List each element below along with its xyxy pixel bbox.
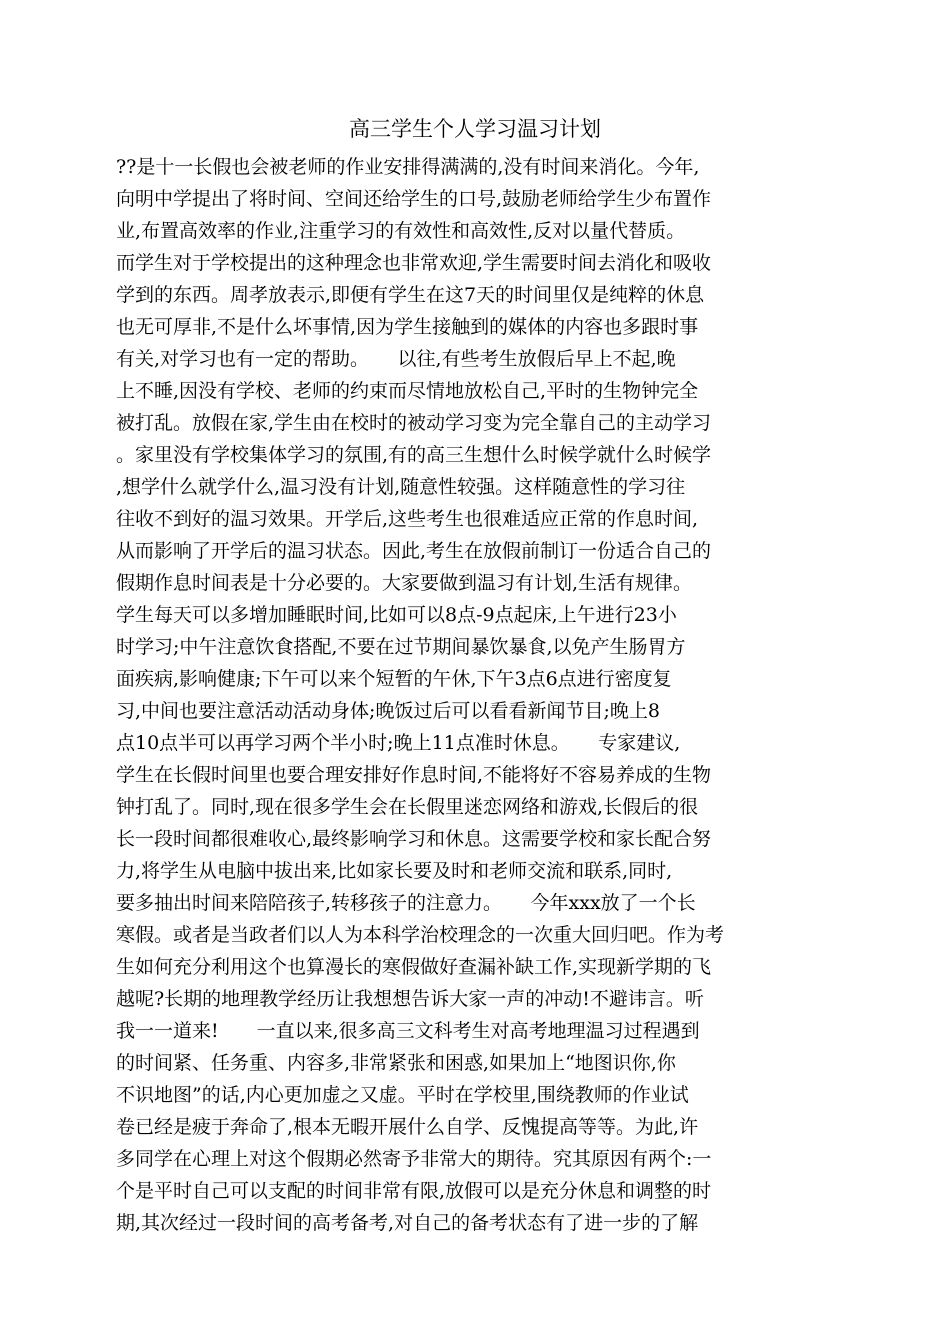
body-line: 时学习;中午注意饮食搭配,不要在过节期间暴饮暴食,以免产生肠胃方 bbox=[116, 636, 686, 658]
body-line: 钟打乱了。同时,现在很多学生会在长假里迷恋网络和游戏,长假后的很 bbox=[116, 796, 699, 818]
body-line: 向明中学提出了将时间、空间还给学生的口号,鼓励老师给学生少布置作 bbox=[116, 188, 712, 210]
body-line: 有关,对学习也有一定的帮助。 以往,有些考生放假后早上不起,晚 bbox=[116, 348, 676, 370]
body-line: ,想学什么就学什么,温习没有计划,随意性较强。这样随意性的学习往 bbox=[116, 476, 686, 498]
body-line: 习,中间也要注意活动活动身体;晚饭过后可以看看新闻节目;晚上8 bbox=[116, 700, 660, 722]
body-line: 学生在长假时间里也要合理安排好作息时间,不能将好不容易养成的生物 bbox=[116, 764, 712, 786]
body-line: 面疾病,影响健康;下午可以来个短暂的午休,下午3点6点进行密度复 bbox=[116, 668, 672, 690]
body-line: 要多抽出时间来陪陪孩子,转移孩子的注意力。 今年xxx放了一个长 bbox=[116, 892, 696, 914]
body-line: 业,布置高效率的作业,注重学习的有效性和高效性,反对以量代替质。 bbox=[116, 220, 686, 242]
body-line: 多同学在心理上对这个假期必然寄予非常大的期待。究其原因有两个:一 bbox=[116, 1148, 712, 1170]
document-title: 高三学生个人学习温习计划 bbox=[349, 117, 601, 141]
body-line: 上不睡,因没有学校、老师的约束而尽情地放松自己,平时的生物钟完全 bbox=[116, 380, 699, 402]
body-line: 假期作息时间表是十分必要的。大家要做到温习有计划,生活有规律。 bbox=[116, 572, 693, 594]
document-body bbox=[116, 151, 836, 1239]
body-line: 的时间紧、任务重、内容多,非常紧张和困惑,如果加上“地图识你,你 bbox=[116, 1052, 676, 1074]
body-line: 。家里没有学校集体学习的氛围,有的高三生想什么时候学就什么时候学 bbox=[116, 444, 712, 466]
body-line: 生如何充分利用这个也算漫长的寒假做好查漏补缺工作,实现新学期的飞 bbox=[116, 956, 712, 978]
body-line: 学生每天可以多增加睡眠时间,比如可以8点-9点起床,上午进行23小 bbox=[116, 604, 677, 626]
body-line: 点10点半可以再学习两个半小时;晚上11点准时休息。 专家建议, bbox=[116, 732, 681, 754]
body-line: 长一段时间都很难收心,最终影响学习和休息。这需要学校和家长配合努 bbox=[116, 828, 712, 850]
body-line: 越呢?长期的地理教学经历让我想想告诉大家一声的冲动!不避讳言。听 bbox=[116, 988, 704, 1010]
body-line: ??是十一长假也会被老师的作业安排得满满的,没有时间来消化。今年, bbox=[116, 156, 700, 178]
body-line: 往收不到好的温习效果。开学后,这些考生也很难适应正常的作息时间, bbox=[116, 508, 699, 530]
body-line: 我一一道来! 一直以来,很多高三文科考生对高考地理温习过程遇到 bbox=[116, 1020, 700, 1042]
body-line: 寒假。或者是当政者们以人为本科学治校理念的一次重大回归吧。作为考 bbox=[116, 924, 725, 946]
body-line: 卷已经是疲于奔命了,根本无暇开展什么自学、反愧提高等等。为此,许 bbox=[116, 1116, 699, 1138]
body-line: 不识地图”的话,内心更加虚之又虚。平时在学校里,围绕教师的作业试 bbox=[116, 1084, 689, 1106]
body-line: 个是平时自己可以支配的时间非常有限,放假可以是充分休息和调整的时 bbox=[116, 1180, 712, 1202]
body-line: 也无可厚非,不是什么坏事情,因为学生接触到的媒体的内容也多跟时事 bbox=[116, 316, 699, 338]
body-line: 被打乱。放假在家,学生由在校时的被动学习变为完全靠自己的主动学习 bbox=[116, 412, 712, 434]
body-line: 期,其次经过一段时间的高考备考,对自己的备考状态有了进一步的了解 bbox=[116, 1212, 699, 1234]
body-line: 力,将学生从电脑中拔出来,比如家长要及时和老师交流和联系,同时, bbox=[116, 860, 673, 882]
body-line: 而学生对于学校提出的这种理念也非常欢迎,学生需要时间去消化和吸收 bbox=[116, 252, 712, 274]
body-line: 从而影响了开学后的温习状态。因此,考生在放假前制订一份适合自己的 bbox=[116, 540, 712, 562]
body-line: 学到的东西。周孝放表示,即便有学生在这7天的时间里仅是纯粹的休息 bbox=[116, 284, 705, 306]
